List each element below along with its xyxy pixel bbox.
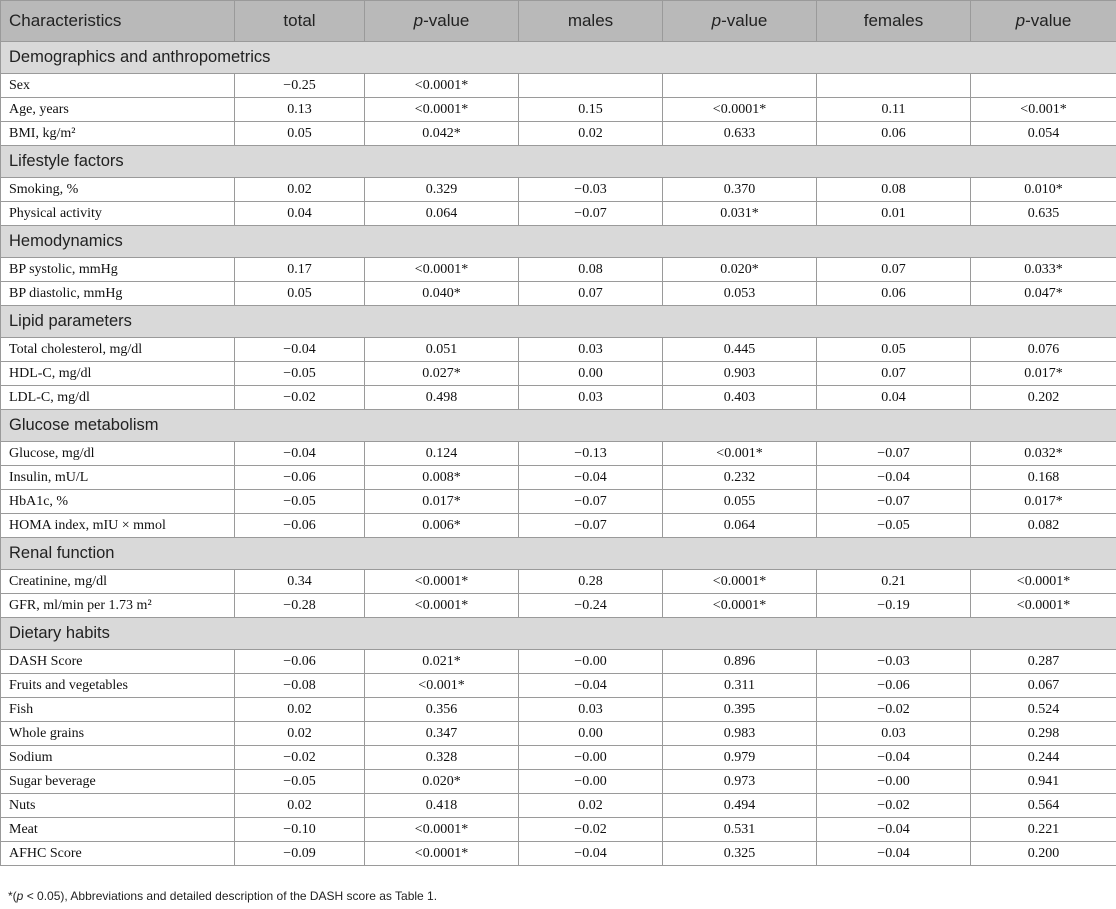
cell-total: −0.08 <box>235 674 365 698</box>
section-title: Lifestyle factors <box>1 146 1116 178</box>
cell-characteristic: Sex <box>1 74 235 98</box>
table-row <box>1 122 1116 146</box>
cell-p-value-males: 0.903 <box>663 362 817 386</box>
header-females: females <box>817 1 971 42</box>
cell-total: 0.13 <box>235 98 365 122</box>
cell-p-value-females <box>971 74 1116 98</box>
cell-p-value-total: 0.498 <box>365 386 519 410</box>
cell-p-value-females: 0.635 <box>971 202 1116 226</box>
cell-p-value-males: 0.983 <box>663 722 817 746</box>
cell-total: −0.28 <box>235 594 365 618</box>
cell-males: −0.00 <box>519 650 663 674</box>
table-header <box>1 1 1116 42</box>
table-row <box>1 514 1116 538</box>
cell-p-value-females: 0.067 <box>971 674 1116 698</box>
cell-p-value-females: 0.244 <box>971 746 1116 770</box>
cell-total: −0.02 <box>235 386 365 410</box>
cell-p-value-males: 0.633 <box>663 122 817 146</box>
cell-females: −0.00 <box>817 770 971 794</box>
cell-p-value-total: <0.0001* <box>365 74 519 98</box>
section-title: Demographics and anthropometrics <box>1 42 1116 74</box>
section-row <box>1 410 1116 442</box>
cell-characteristic: HOMA index, mIU × mmol <box>1 514 235 538</box>
cell-females: 0.05 <box>817 338 971 362</box>
cell-females: 0.06 <box>817 282 971 306</box>
cell-total: 0.05 <box>235 282 365 306</box>
cell-p-value-females: 0.032* <box>971 442 1116 466</box>
cell-p-value-total: <0.0001* <box>365 570 519 594</box>
cell-males: −0.04 <box>519 674 663 698</box>
cell-p-value-total: <0.0001* <box>365 594 519 618</box>
cell-p-value-males: 0.031* <box>663 202 817 226</box>
cell-characteristic: GFR, ml/min per 1.73 m² <box>1 594 235 618</box>
cell-p-value-total: 0.328 <box>365 746 519 770</box>
cell-p-value-males: 0.531 <box>663 818 817 842</box>
cell-p-value-males: <0.0001* <box>663 570 817 594</box>
cell-p-value-total: <0.0001* <box>365 258 519 282</box>
cell-characteristic: Total cholesterol, mg/dl <box>1 338 235 362</box>
cell-p-value-males <box>663 74 817 98</box>
cell-p-value-total: 0.042* <box>365 122 519 146</box>
cell-p-value-males: 0.311 <box>663 674 817 698</box>
cell-p-value-total: 0.020* <box>365 770 519 794</box>
cell-total: −0.25 <box>235 74 365 98</box>
cell-males: 0.03 <box>519 338 663 362</box>
p-italic: p <box>413 11 424 30</box>
cell-males: −0.02 <box>519 818 663 842</box>
header-p-value-total: p-value <box>365 1 519 42</box>
cell-p-value-females: 0.076 <box>971 338 1116 362</box>
section-title: Glucose metabolism <box>1 410 1116 442</box>
section-row <box>1 618 1116 650</box>
cell-females: 0.07 <box>817 258 971 282</box>
cell-males: 0.02 <box>519 794 663 818</box>
footnote: *(p < 0.05), Abbreviations and detailed description of the DASH score as Table 1. <box>8 889 438 903</box>
cell-p-value-females: 0.082 <box>971 514 1116 538</box>
cell-p-value-total: <0.0001* <box>365 818 519 842</box>
cell-males: −0.13 <box>519 442 663 466</box>
cell-males: −0.04 <box>519 842 663 866</box>
cell-p-value-males: 0.370 <box>663 178 817 202</box>
table-row <box>1 98 1116 122</box>
cell-females: 0.04 <box>817 386 971 410</box>
cell-total: −0.05 <box>235 490 365 514</box>
cell-characteristic: BP diastolic, mmHg <box>1 282 235 306</box>
cell-p-value-females: 0.221 <box>971 818 1116 842</box>
cell-females: 0.21 <box>817 570 971 594</box>
cell-males: −0.04 <box>519 466 663 490</box>
cell-males: −0.00 <box>519 746 663 770</box>
table-row <box>1 258 1116 282</box>
cell-females: −0.19 <box>817 594 971 618</box>
section-title: Hemodynamics <box>1 226 1116 258</box>
cell-characteristic: Nuts <box>1 794 235 818</box>
table-row <box>1 74 1116 98</box>
cell-p-value-total: 0.418 <box>365 794 519 818</box>
section-title: Dietary habits <box>1 618 1116 650</box>
table-row <box>1 674 1116 698</box>
cell-characteristic: Meat <box>1 818 235 842</box>
table-row <box>1 770 1116 794</box>
cell-p-value-total: 0.027* <box>365 362 519 386</box>
table-row <box>1 442 1116 466</box>
cell-females: −0.07 <box>817 442 971 466</box>
cell-characteristic: Glucose, mg/dl <box>1 442 235 466</box>
p-italic: p <box>1015 11 1026 30</box>
cell-total: −0.02 <box>235 746 365 770</box>
table-row <box>1 842 1116 866</box>
header-p-value-females: p-value <box>971 1 1116 42</box>
cell-total: −0.04 <box>235 442 365 466</box>
cell-p-value-males: 0.053 <box>663 282 817 306</box>
cell-total: 0.05 <box>235 122 365 146</box>
cell-p-value-males: <0.0001* <box>663 594 817 618</box>
cell-females: −0.02 <box>817 794 971 818</box>
section-row <box>1 538 1116 570</box>
cell-p-value-total: 0.124 <box>365 442 519 466</box>
cell-p-value-total: 0.008* <box>365 466 519 490</box>
cell-characteristic: HDL-C, mg/dl <box>1 362 235 386</box>
cell-males: −0.07 <box>519 490 663 514</box>
cell-females: −0.05 <box>817 514 971 538</box>
cell-p-value-total: 0.356 <box>365 698 519 722</box>
cell-characteristic: Physical activity <box>1 202 235 226</box>
cell-females: −0.02 <box>817 698 971 722</box>
table-row <box>1 650 1116 674</box>
cell-females: 0.01 <box>817 202 971 226</box>
cell-total: 0.02 <box>235 698 365 722</box>
cell-p-value-total: 0.051 <box>365 338 519 362</box>
cell-total: −0.05 <box>235 362 365 386</box>
cell-p-value-females: 0.033* <box>971 258 1116 282</box>
table-row <box>1 570 1116 594</box>
header-p-value-males: p-value <box>663 1 817 42</box>
section-row <box>1 42 1116 74</box>
cell-p-value-total: 0.040* <box>365 282 519 306</box>
cell-females: −0.06 <box>817 674 971 698</box>
cell-characteristic: Creatinine, mg/dl <box>1 570 235 594</box>
table-row <box>1 594 1116 618</box>
cell-males <box>519 74 663 98</box>
cell-p-value-males: 0.020* <box>663 258 817 282</box>
cell-p-value-males: 0.403 <box>663 386 817 410</box>
cell-p-value-males: 0.979 <box>663 746 817 770</box>
table-body <box>1 42 1116 866</box>
cell-males: 0.00 <box>519 362 663 386</box>
table-row <box>1 466 1116 490</box>
table-row <box>1 386 1116 410</box>
cell-females: 0.08 <box>817 178 971 202</box>
cell-p-value-females: 0.202 <box>971 386 1116 410</box>
p-italic: p <box>16 889 24 903</box>
cell-males: −0.07 <box>519 514 663 538</box>
cell-characteristic: Whole grains <box>1 722 235 746</box>
cell-total: 0.02 <box>235 178 365 202</box>
cell-characteristic: HbA1c, % <box>1 490 235 514</box>
cell-characteristic: Sugar beverage <box>1 770 235 794</box>
cell-p-value-females: 0.017* <box>971 362 1116 386</box>
cell-males: 0.28 <box>519 570 663 594</box>
cell-p-value-males: <0.001* <box>663 442 817 466</box>
cell-males: 0.02 <box>519 122 663 146</box>
header-total: total <box>235 1 365 42</box>
cell-males: 0.03 <box>519 698 663 722</box>
cell-females: 0.03 <box>817 722 971 746</box>
cell-p-value-females: 0.564 <box>971 794 1116 818</box>
cell-p-value-females: 0.298 <box>971 722 1116 746</box>
cell-p-value-males: 0.055 <box>663 490 817 514</box>
table-row <box>1 282 1116 306</box>
cell-characteristic: Fruits and vegetables <box>1 674 235 698</box>
cell-p-value-females: 0.941 <box>971 770 1116 794</box>
table-row <box>1 818 1116 842</box>
cell-p-value-females: 0.168 <box>971 466 1116 490</box>
cell-p-value-females: 0.200 <box>971 842 1116 866</box>
header-row <box>1 1 1116 42</box>
cell-males: −0.03 <box>519 178 663 202</box>
cell-p-value-females: 0.047* <box>971 282 1116 306</box>
cell-p-value-total: 0.006* <box>365 514 519 538</box>
cell-p-value-males: 0.395 <box>663 698 817 722</box>
cell-p-value-males: 0.494 <box>663 794 817 818</box>
cell-total: 0.34 <box>235 570 365 594</box>
cell-total: −0.06 <box>235 650 365 674</box>
cell-total: −0.06 <box>235 514 365 538</box>
cell-p-value-females: 0.287 <box>971 650 1116 674</box>
cell-total: 0.02 <box>235 794 365 818</box>
cell-total: 0.17 <box>235 258 365 282</box>
cell-characteristic: Fish <box>1 698 235 722</box>
cell-p-value-total: <0.0001* <box>365 98 519 122</box>
cell-females <box>817 74 971 98</box>
cell-p-value-females: 0.010* <box>971 178 1116 202</box>
cell-total: −0.05 <box>235 770 365 794</box>
cell-females: −0.04 <box>817 818 971 842</box>
cell-p-value-males: 0.064 <box>663 514 817 538</box>
cell-p-value-males: 0.896 <box>663 650 817 674</box>
cell-females: −0.04 <box>817 842 971 866</box>
cell-total: 0.02 <box>235 722 365 746</box>
cell-females: −0.03 <box>817 650 971 674</box>
cell-p-value-total: 0.021* <box>365 650 519 674</box>
section-row <box>1 226 1116 258</box>
cell-characteristic: AFHC Score <box>1 842 235 866</box>
cell-characteristic: BMI, kg/m² <box>1 122 235 146</box>
cell-p-value-total: 0.347 <box>365 722 519 746</box>
cell-total: −0.09 <box>235 842 365 866</box>
header-characteristics: Characteristics <box>1 1 235 42</box>
cell-p-value-males: <0.0001* <box>663 98 817 122</box>
cell-males: 0.03 <box>519 386 663 410</box>
cell-characteristic: Insulin, mU/L <box>1 466 235 490</box>
cell-females: 0.06 <box>817 122 971 146</box>
cell-p-value-females: <0.0001* <box>971 570 1116 594</box>
cell-characteristic: Smoking, % <box>1 178 235 202</box>
table-row <box>1 362 1116 386</box>
table-row <box>1 490 1116 514</box>
cell-females: −0.04 <box>817 746 971 770</box>
table-row <box>1 338 1116 362</box>
cell-p-value-males: 0.973 <box>663 770 817 794</box>
cell-females: 0.11 <box>817 98 971 122</box>
table-row <box>1 698 1116 722</box>
cell-p-value-males: 0.325 <box>663 842 817 866</box>
cell-total: −0.06 <box>235 466 365 490</box>
cell-characteristic: BP systolic, mmHg <box>1 258 235 282</box>
cell-males: 0.00 <box>519 722 663 746</box>
cell-females: 0.07 <box>817 362 971 386</box>
cell-characteristic: DASH Score <box>1 650 235 674</box>
cell-p-value-total: <0.001* <box>365 674 519 698</box>
cell-males: −0.07 <box>519 202 663 226</box>
p-italic: p <box>711 11 722 30</box>
header-males: males <box>519 1 663 42</box>
table-row <box>1 746 1116 770</box>
cell-males: 0.07 <box>519 282 663 306</box>
cell-p-value-total: 0.329 <box>365 178 519 202</box>
cell-total: −0.04 <box>235 338 365 362</box>
cell-total: 0.04 <box>235 202 365 226</box>
section-row <box>1 146 1116 178</box>
table-row <box>1 178 1116 202</box>
cell-characteristic: LDL-C, mg/dl <box>1 386 235 410</box>
cell-characteristic: Age, years <box>1 98 235 122</box>
cell-p-value-total: 0.064 <box>365 202 519 226</box>
cell-p-value-total: <0.0001* <box>365 842 519 866</box>
table-row <box>1 202 1116 226</box>
table-row <box>1 722 1116 746</box>
cell-characteristic: Sodium <box>1 746 235 770</box>
cell-p-value-females: 0.017* <box>971 490 1116 514</box>
cell-p-value-males: 0.445 <box>663 338 817 362</box>
cell-females: −0.04 <box>817 466 971 490</box>
cell-p-value-females: <0.0001* <box>971 594 1116 618</box>
section-title: Lipid parameters <box>1 306 1116 338</box>
cell-p-value-females: <0.001* <box>971 98 1116 122</box>
cell-p-value-females: 0.054 <box>971 122 1116 146</box>
cell-p-value-total: 0.017* <box>365 490 519 514</box>
cell-males: −0.00 <box>519 770 663 794</box>
table-row <box>1 794 1116 818</box>
cell-males: −0.24 <box>519 594 663 618</box>
section-row <box>1 306 1116 338</box>
cell-total: −0.10 <box>235 818 365 842</box>
section-title: Renal function <box>1 538 1116 570</box>
cell-p-value-females: 0.524 <box>971 698 1116 722</box>
cell-males: 0.15 <box>519 98 663 122</box>
cell-p-value-males: 0.232 <box>663 466 817 490</box>
cell-females: −0.07 <box>817 490 971 514</box>
cell-males: 0.08 <box>519 258 663 282</box>
